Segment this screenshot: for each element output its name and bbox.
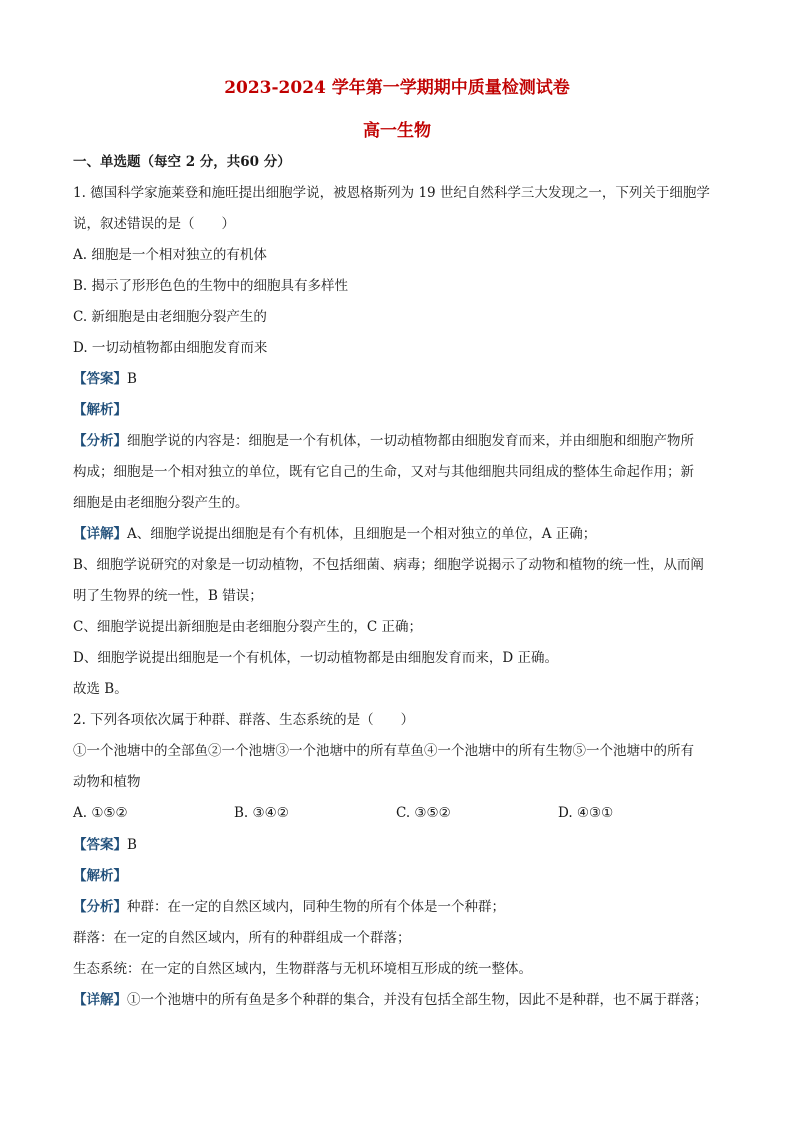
q1-stem-line1: 1. 德国科学家施莱登和施旺提出细胞学说，被恩格斯列为 19 世纪自然科学三大发现之一，下列关于细胞学 (73, 185, 710, 201)
q2-xiangjie-text1: ①一个池塘中的所有鱼是多个种群的集合，并没有包括全部生物，因此不是种群，也不属于群落； (127, 992, 708, 1008)
q2-fenxi-line3: 生态系统：在一定的自然区域内，生物群落与无机环境相互形成的统一整体。 (73, 961, 532, 977)
q1-answer-line (73, 370, 733, 388)
q1-stem-line2: 说，叙述错误的是（ ） (73, 216, 235, 232)
q1-xiangjie-line1 (73, 525, 733, 543)
q2-stem-line3: 动物和植物 (73, 774, 141, 790)
q2-answer-line (73, 836, 733, 854)
xiangjie-tag: 【详解】 (73, 526, 127, 542)
q1-fenxi-line1 (73, 432, 733, 450)
q1-option-d: D. 一切动植物都由细胞发育而来 (73, 340, 268, 356)
q1-xiangjie-line2: B、细胞学说研究的对象是一切动植物，不包括细菌、病毒；细胞学说揭示了动物和植物的统一性，从而阐 (73, 557, 704, 573)
q2-fenxi-text1: 种群：在一定的自然区域内，同种生物的所有个体是一个种群； (127, 899, 505, 915)
q2-option-b: B. ③④② (234, 805, 289, 821)
exam-subject: 高一生物 (363, 121, 431, 141)
answer-tag: 【答案】 (73, 371, 127, 387)
q1-xiangjie-line4: C、细胞学说提出新细胞是由老细胞分裂产生的，C 正确； (73, 619, 422, 635)
q2-xiangjie-line1 (73, 991, 733, 1009)
q2-option-c: C. ③⑤② (396, 805, 451, 821)
q1-xiangjie-line5: D、细胞学说提出细胞是一个有机体，一切动植物都是由细胞发育而来，D 正确。 (73, 650, 558, 666)
q2-option-d: D. ④③① (558, 805, 614, 821)
q1-conclusion: 故选 B。 (73, 681, 128, 697)
fenxi-tag: 【分析】 (73, 899, 127, 915)
q1-fenxi-line2: 构成；细胞是一个相对独立的单位，既有它自己的生命，又对与其他细胞共同组成的整体生命起作用；新 (73, 464, 694, 480)
q2-answer: B (127, 837, 137, 853)
analysis-tag: 【解析】 (73, 402, 127, 418)
q1-option-a: A. 细胞是一个相对独立的有机体 (73, 247, 267, 263)
q1-xiangjie-line3: 明了生物界的统一性，B 错误； (73, 588, 263, 604)
q2-fenxi-line1 (73, 898, 733, 916)
q1-analysis-line (73, 401, 733, 419)
q1-fenxi-text1: 细胞学说的内容是：细胞是一个有机体，一切动植物都由细胞发育而来，并由细胞和细胞产物所 (127, 433, 694, 449)
q2-stem-line1: 2. 下列各项依次属于种群、群落、生态系统的是（ ） (73, 712, 415, 728)
q2-fenxi-line2: 群落：在一定的自然区域内，所有的种群组成一个群落； (73, 930, 411, 946)
section-heading: 一、单选题（每空 2 分，共60 分） (73, 154, 291, 170)
q1-fenxi-line3: 细胞是由老细胞分裂产生的。 (73, 495, 249, 511)
fenxi-tag: 【分析】 (73, 433, 127, 449)
answer-tag: 【答案】 (73, 837, 127, 853)
xiangjie-tag: 【详解】 (73, 992, 127, 1008)
q1-option-c: C. 新细胞是由老细胞分裂产生的 (73, 309, 267, 325)
q1-answer: B (127, 371, 137, 387)
analysis-tag: 【解析】 (73, 868, 127, 884)
exam-title: 2023-2024 学年第一学期期中质量检测试卷 (224, 78, 570, 98)
q1-xiangjie-text1: A、细胞学说提出细胞是有个有机体，且细胞是一个相对独立的单位，A 正确； (127, 526, 597, 542)
q1-option-b: B. 揭示了形形色色的生物中的细胞具有多样性 (73, 278, 349, 294)
q2-option-a: A. ①⑤② (73, 805, 128, 821)
q2-analysis-line (73, 867, 733, 885)
q2-stem-line2: ①一个池塘中的全部鱼②一个池塘③一个池塘中的所有草鱼④一个池塘中的所有生物⑤一个池塘中的所有 (73, 743, 694, 759)
